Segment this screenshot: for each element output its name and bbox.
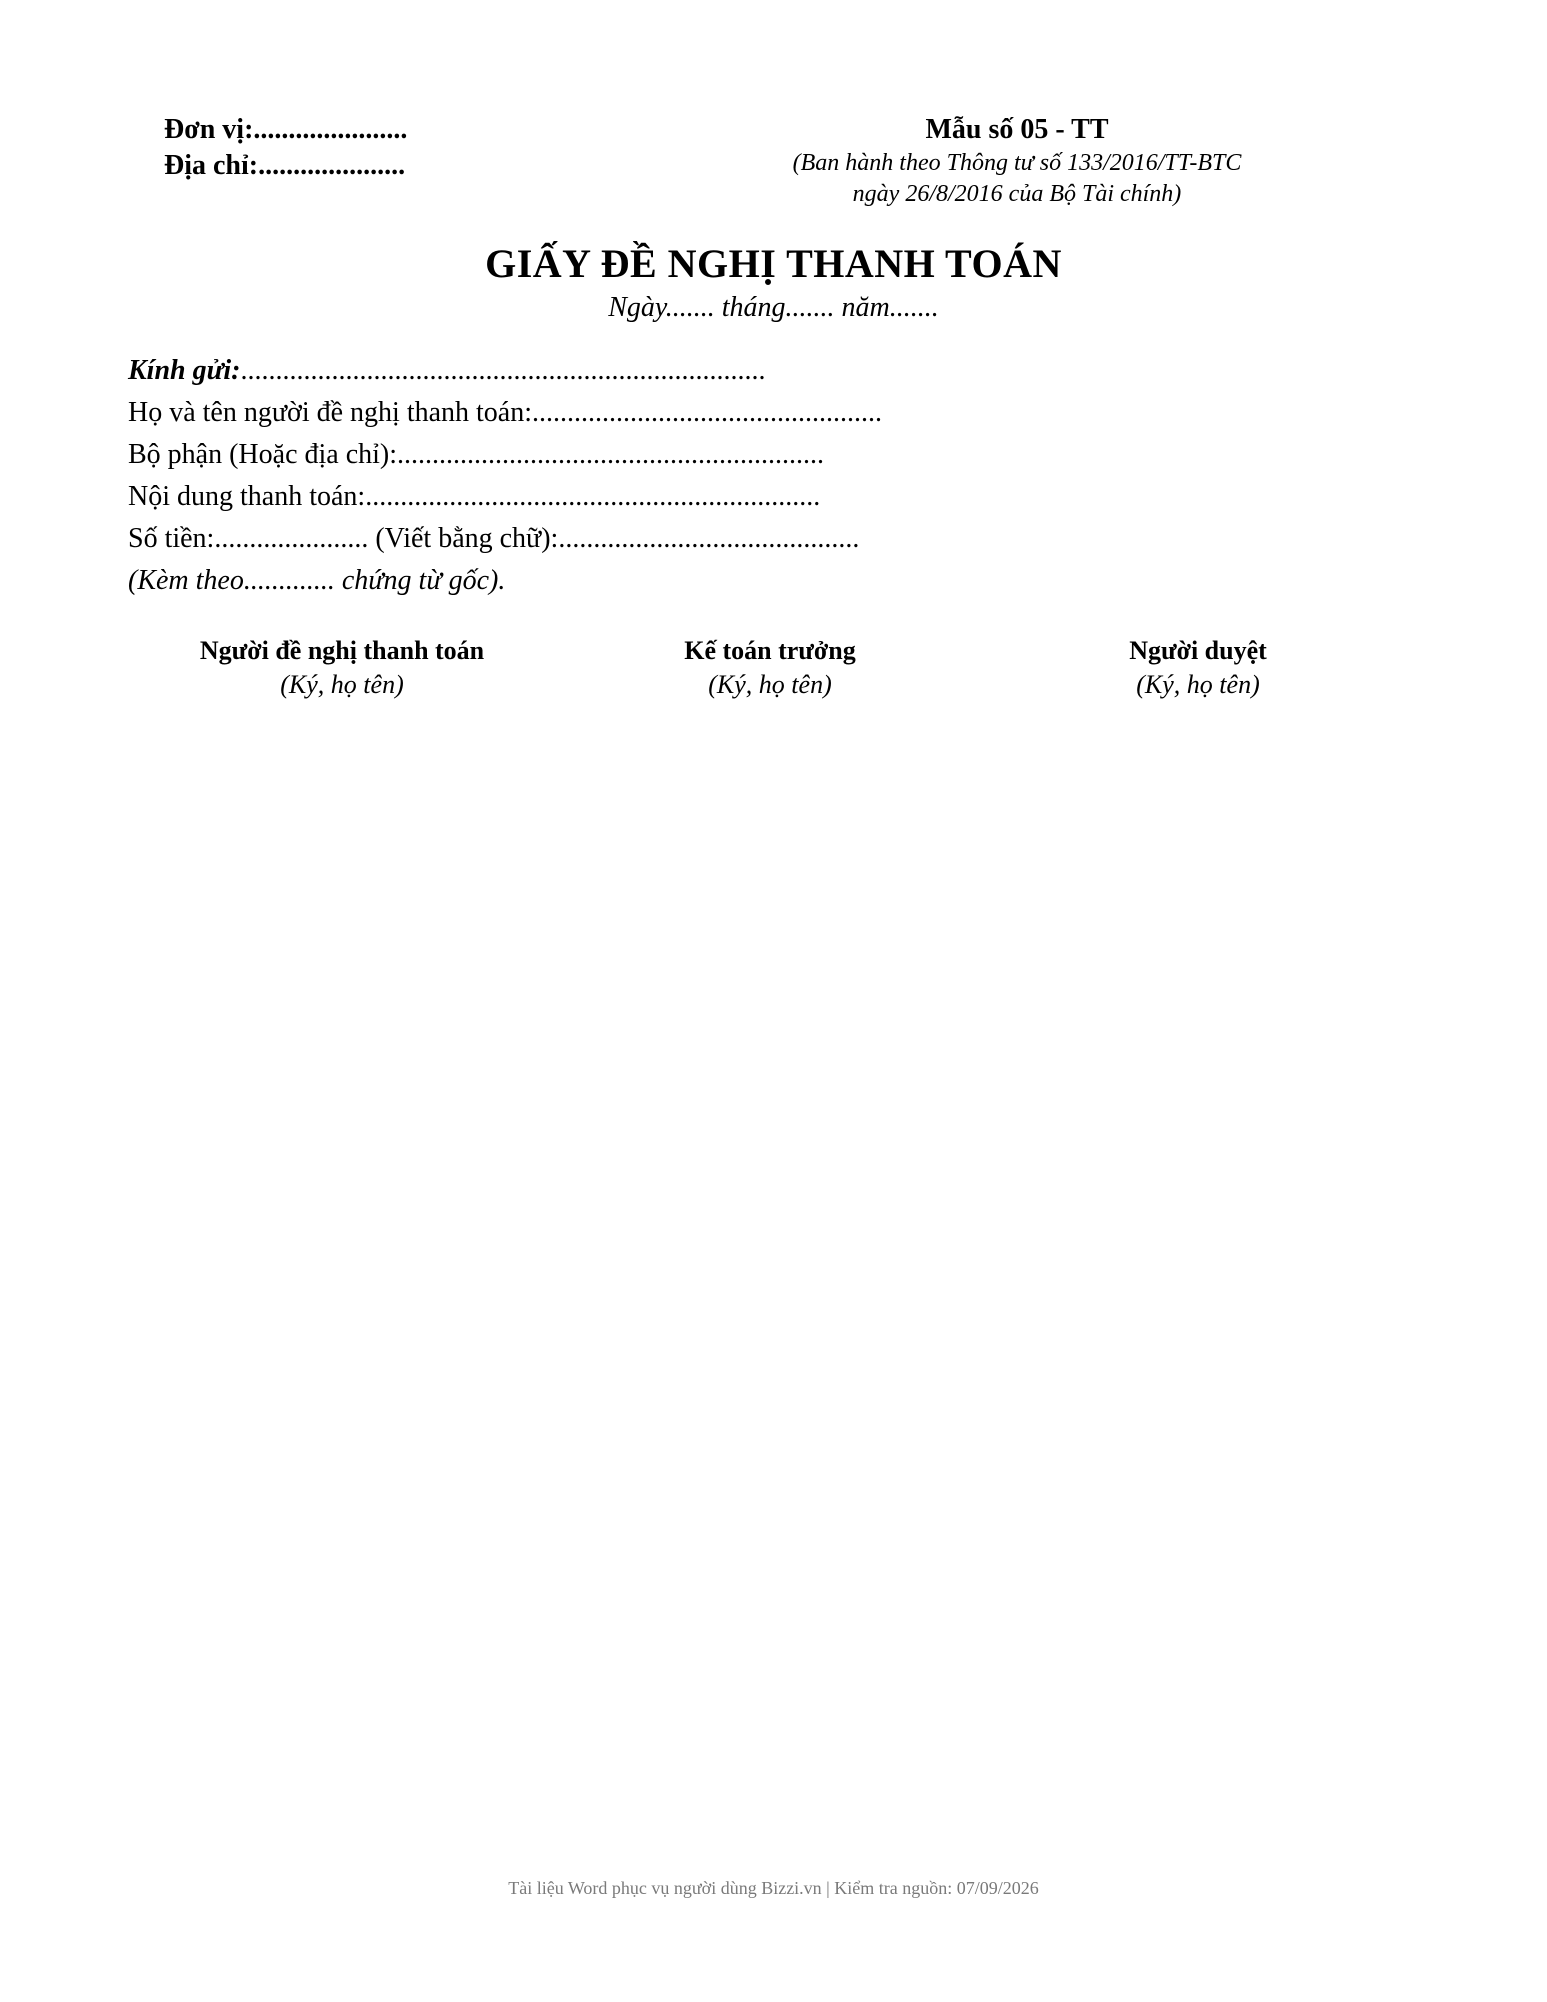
requester-line: Họ và tên người đề nghị thanh toán:.................................................. (128, 397, 883, 428)
department-line: Bộ phận (Hoặc địa chỉ):............................................................. (128, 439, 825, 470)
form-code: Mẫu số 05 - TT (925, 114, 1109, 145)
unit-label: Đơn vị:...................... (164, 114, 408, 145)
signature-note: (Ký, họ tên) (1136, 670, 1260, 699)
signature-title: Người duyệt (1129, 636, 1267, 665)
attachment-line: (Kèm theo............. chứng từ gốc). (128, 565, 506, 596)
footer-note: Tài liệu Word phục vụ người dùng Bizzi.vn | Kiểm tra nguồn: 07/09/2026 (508, 1878, 1039, 1898)
document-date-line: Ngày....... tháng....... năm....... (608, 292, 939, 323)
payment-content-line: Nội dung thanh toán:................................................................. (128, 481, 821, 512)
document-title: GIẤY ĐỀ NGHỊ THANH TOÁN (485, 241, 1062, 286)
recipient-dots: ........................................................................... (240, 355, 766, 386)
title-block (0, 238, 1547, 326)
signature-requester (132, 634, 552, 702)
unit-info (164, 112, 407, 184)
form-note-line2: ngày 26/8/2016 của Bộ Tài chính) (852, 181, 1182, 207)
request-fields (128, 350, 882, 602)
signature-title: Người đề nghị thanh toán (199, 636, 485, 665)
signature-title: Kế toán trưởng (684, 636, 856, 665)
form-reference (712, 112, 1322, 210)
signature-approver (988, 634, 1408, 702)
form-note-line1: (Ban hành theo Thông tư số 133/2016/TT-BTC (792, 150, 1242, 176)
amount-line: Số tiền:...................... (Viết bằng chữ):........................................... (128, 523, 860, 554)
signature-note: (Ký, họ tên) (280, 670, 404, 699)
recipient-label: Kính gửi: (128, 355, 241, 386)
signature-chief-accountant (560, 634, 980, 702)
signature-note: (Ký, họ tên) (708, 670, 832, 699)
address-label: Địa chỉ:..................... (164, 150, 406, 181)
recipient-line (128, 350, 882, 392)
